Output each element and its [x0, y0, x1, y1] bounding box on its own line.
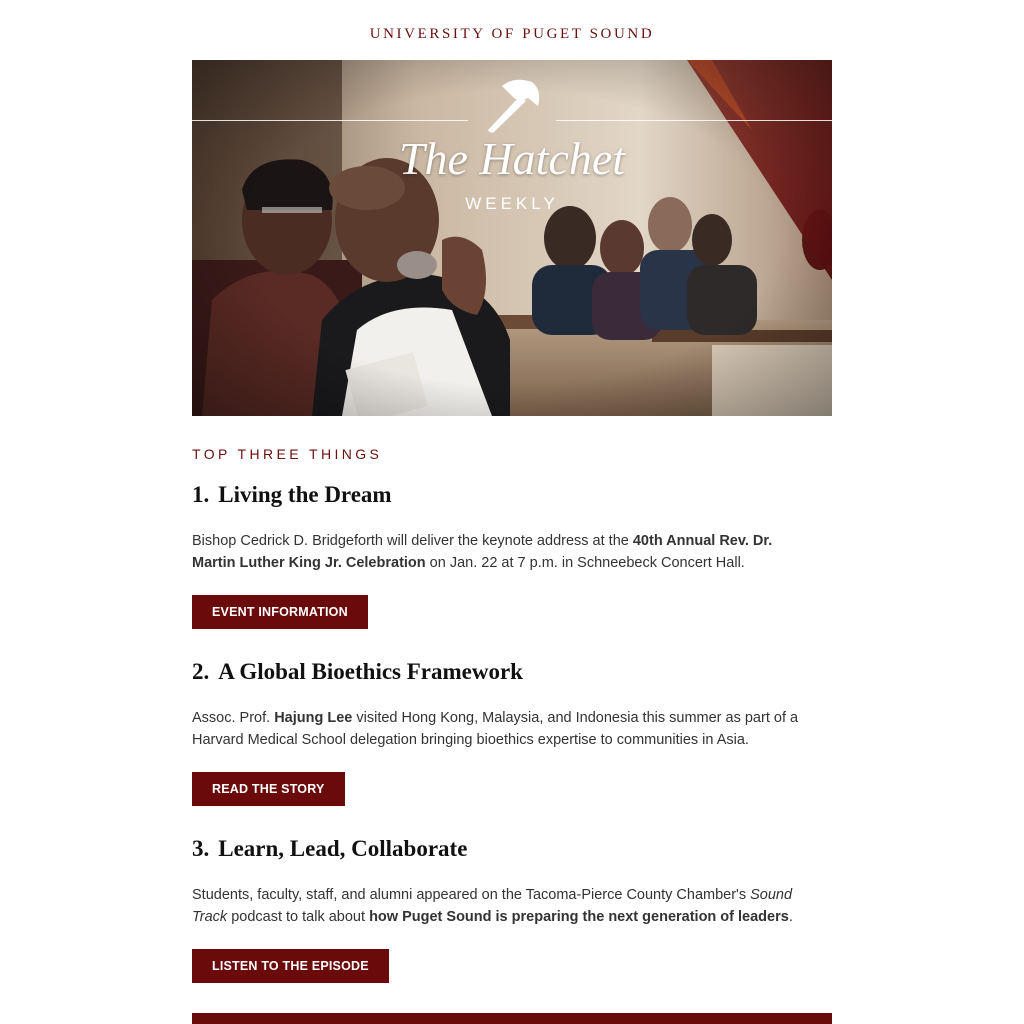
- item-title: Living the Dream: [218, 482, 392, 507]
- person-name: Hajung Lee: [274, 710, 353, 726]
- hero-banner[interactable]: [192, 60, 832, 416]
- hero-rule-right: [556, 120, 832, 121]
- item-number: 3.: [192, 836, 210, 861]
- news-item-3: [192, 836, 832, 973]
- body-text: Assoc. Prof.: [192, 710, 275, 726]
- event-information-button[interactable]: EVENT INFORMATION: [192, 595, 368, 629]
- body-text: Bishop Cedrick D. Bridgeforth will deliver the keynote address at the: [192, 533, 633, 549]
- body-text: visited Hong Kong, Malaysia, and Indonesia this summer as part of a Harvard Medical School delegation bringing bioethics expertise to communities in Asia.: [192, 710, 799, 748]
- episode-link[interactable]: how Puget Sound is preparing the next generation of leaders: [369, 909, 789, 925]
- event-link[interactable]: 40th Annual Rev. Dr. Martin Luther King Jr. Celebration: [192, 533, 773, 571]
- item-3-heading[interactable]: [192, 836, 832, 862]
- university-wordmark[interactable]: UNIVERSITY OF PUGET SOUND: [369, 26, 655, 42]
- item-number: 2.: [192, 659, 210, 684]
- body-text: .: [788, 909, 793, 925]
- newsletter-subtitle: WEEKLY: [465, 194, 559, 213]
- item-3-body: [192, 884, 812, 928]
- hatchet-icon: [484, 76, 546, 134]
- body-text: Students, faculty, staff, and alumni appeared on the Tacoma-Pierce County Chamber's: [192, 887, 751, 903]
- news-item-2: [192, 659, 832, 796]
- footer-bar: [192, 1013, 832, 1024]
- item-1-body: [192, 530, 812, 574]
- listen-to-the-episode-button[interactable]: LISTEN TO THE EPISODE: [192, 949, 389, 983]
- item-1-heading[interactable]: [192, 482, 832, 508]
- item-2-heading[interactable]: [192, 659, 832, 685]
- newsletter-title: The Hatchet: [398, 133, 626, 184]
- section-label: TOP THREE THINGS: [192, 446, 383, 462]
- item-title: Learn, Lead, Collaborate: [218, 836, 468, 861]
- podcast-name: Sound Track: [192, 887, 793, 925]
- body-text: on Jan. 22 at 7 p.m. in Schneebeck Concert Hall.: [425, 555, 745, 571]
- read-the-story-button[interactable]: READ THE STORY: [192, 772, 345, 806]
- item-number: 1.: [192, 482, 210, 507]
- body-text: podcast to talk about: [227, 909, 370, 925]
- item-title: A Global Bioethics Framework: [218, 659, 523, 684]
- hero-rule-left: [192, 120, 468, 121]
- item-2-body: [192, 707, 812, 751]
- news-item-1: [192, 482, 832, 619]
